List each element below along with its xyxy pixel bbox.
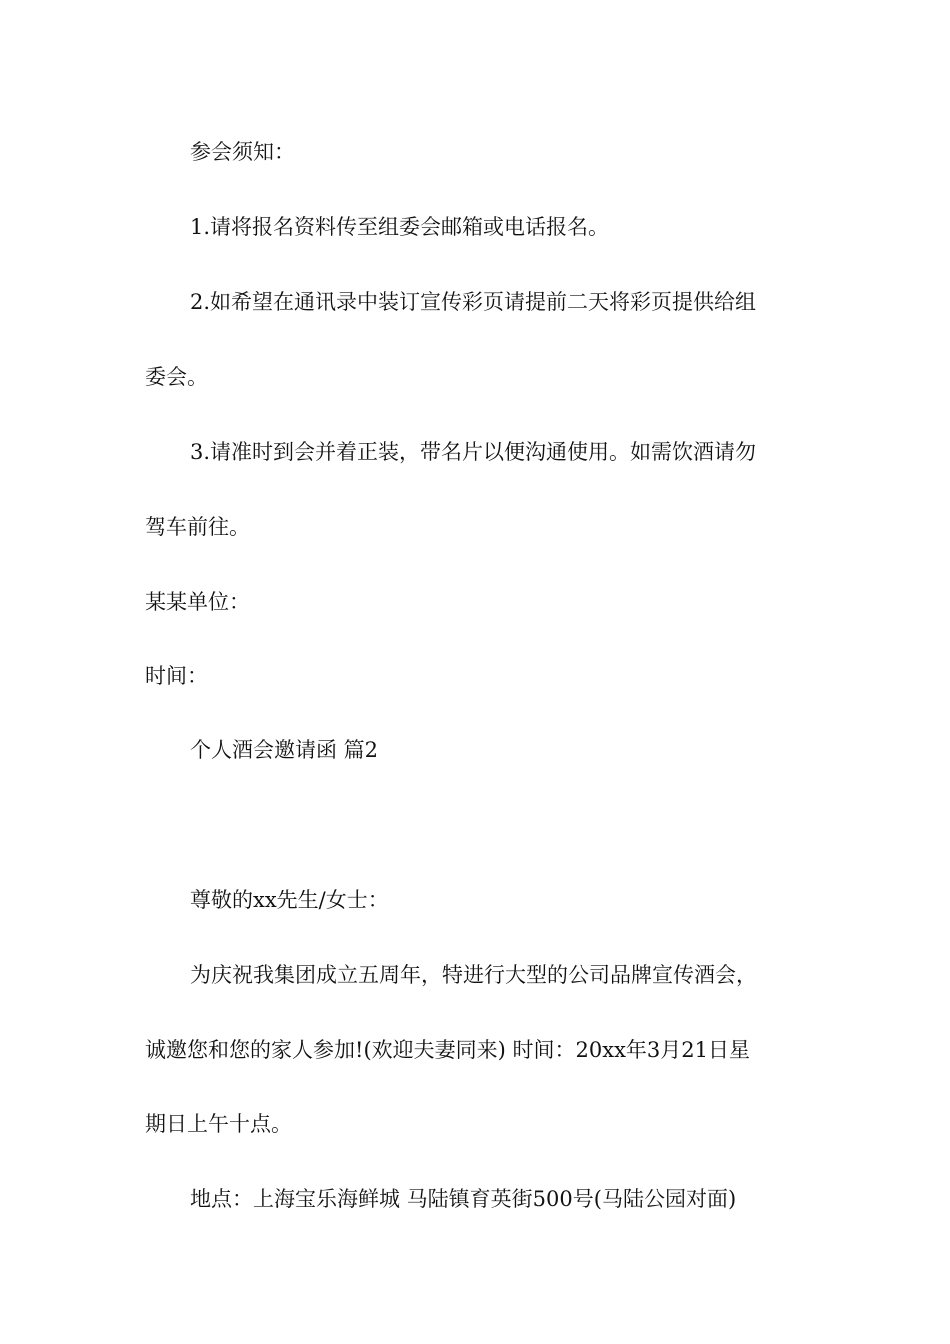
letter-2-salutation: 尊敬的xx先生/女士： xyxy=(190,888,389,912)
signature-unit: 某某单位： xyxy=(145,590,250,614)
letter-2-body-line-2: 诚邀您和您的家人参加!(欢迎夫妻同来) 时间：20xx年3月21日星 xyxy=(145,1038,750,1062)
signature-time: 时间： xyxy=(145,664,208,688)
letter-2-body-line-1: 为庆祝我集团成立五周年，特进行大型的公司品牌宣传酒会， xyxy=(190,963,757,987)
notice-item-3-line-1: 3.请准时到会并着正装，带名片以便沟通使用。如需饮酒请勿 xyxy=(190,440,757,464)
notice-item-1: 1.请将报名资料传至组委会邮箱或电话报名。 xyxy=(190,215,610,239)
letter-2-body-line-3: 期日上午十点。 xyxy=(145,1112,292,1136)
notice-heading: 参会须知： xyxy=(190,140,295,164)
letter-2-title: 个人酒会邀请函 篇2 xyxy=(190,738,379,762)
notice-item-2-line-2: 委会。 xyxy=(145,365,208,389)
notice-item-3-line-2: 驾车前往。 xyxy=(145,515,250,539)
letter-2-location: 地点：上海宝乐海鲜城 马陆镇育英街500号(马陆公园对面) xyxy=(190,1187,737,1211)
notice-item-2-line-1: 2.如希望在通讯录中装订宣传彩页请提前二天将彩页提供给组 xyxy=(190,290,757,314)
